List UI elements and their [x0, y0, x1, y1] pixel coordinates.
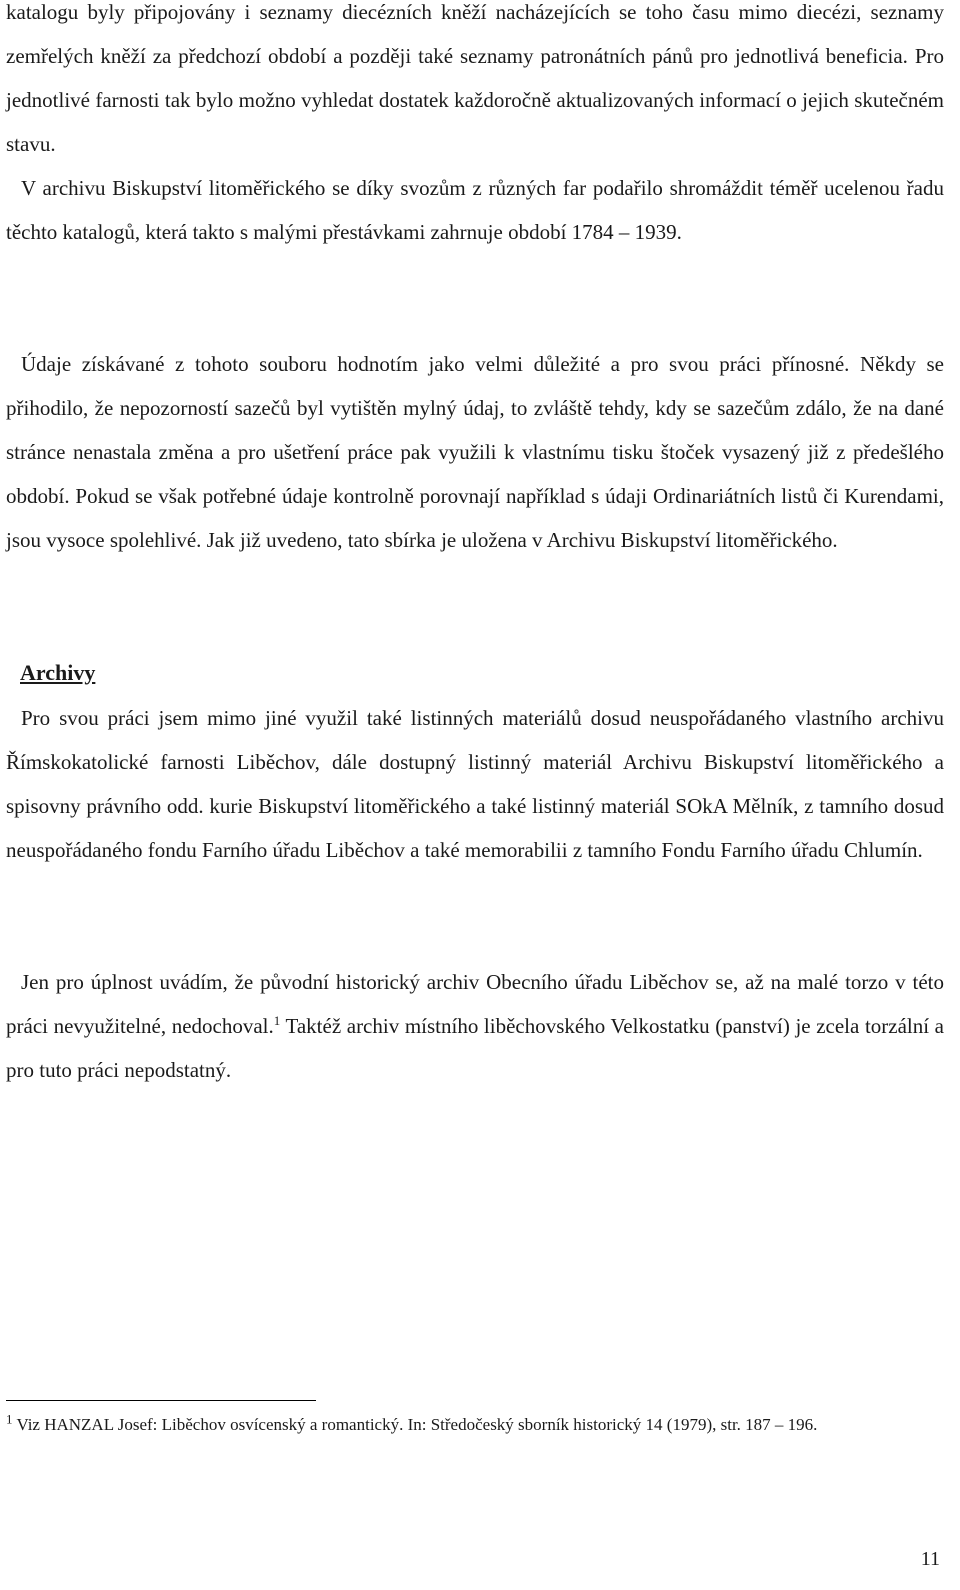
footnote-reference[interactable]: 1 [273, 1013, 281, 1028]
section-heading-archivy: Archivy [20, 660, 96, 685]
footnote-marker: 1 [6, 1411, 13, 1427]
footnote-separator [6, 1400, 316, 1401]
paragraph-text-end: Taktéž archiv místního liběchovského Velkostatku (panství) je zcela torzální a pro tuto práci nepodstatný. [6, 1014, 944, 1082]
paragraph-archive-catalogs: V archivu Biskupství litoměřického se díky svozům z různých far podařilo shromáždit téměř ucelenou řadu těchto katalogů, která takto s malými přestávkami zahrnuje období 1784 – 1939. [6, 176, 944, 244]
footnote-text: Viz HANZAL Josef: Liběchov osvícenský a romantický. In: Středočeský sborník historický 14 (1979), str. 187 – 196. [12, 1415, 818, 1434]
paragraph-archive-sources: Pro svou práci jsem mimo jiné využil také listinných materiálů dosud neuspořádaného vlastního archivu Římskokatolické farnosti Liběchov, dále dostupný listinný materiál Archivu Biskupství litoměřického a spisovny právního odd. kurie Biskupství litoměřického a také listinný materiál SOkA Mělník, z tamního dosud neuspořádaného fondu Farního úřadu Liběchov a také memorabilii z tamního Fondu Farního úřadu Chlumín. [6, 706, 944, 862]
paragraph-municipal-archive [6, 960, 944, 1092]
paragraph-text-start: Jen pro úplnost uvádím, že původní historický archiv Obecního úřadu Liběchov se, až na malé torzo v této práci nevyužitelné, nedochoval. [6, 970, 944, 1038]
paragraph-catalog-contents: katalogu byly připojovány i seznamy diecézních kněží nacházejících se toho času mimo diecézi, seznamy zemřelých kněží za předchozí období a později také seznamy patronátních pánů pro jednotlivá beneficia. Pro jednotlivé farnosti tak bylo možno vyhledat dostatek každoročně aktualizovaných informací o jejich skutečném stavu. [6, 0, 944, 156]
paragraph-data-evaluation: Údaje získávané z tohoto souboru hodnotím jako velmi důležité a pro svou práci přínosné. Někdy se přihodilo, že nepozorností sazečů byl vytištěn mylný údaj, to zvláště tehdy, kdy se sazečům zdálo, že na dané stránce nenastala změna a pro ušetření práce pak využili k vlastnímu tisku štoček vysazený již z předešlého období. Pokud se však potřebné údaje kontrolně porovnají například s údaji Ordinariátních listů či Kurendami, jsou vysoce spolehlivé. Jak již uvedeno, tato sbírka je uložena v Archivu Biskupství litoměřického. [6, 352, 944, 552]
page-number: 11 [920, 1548, 940, 1570]
footnote [6, 1412, 944, 1437]
